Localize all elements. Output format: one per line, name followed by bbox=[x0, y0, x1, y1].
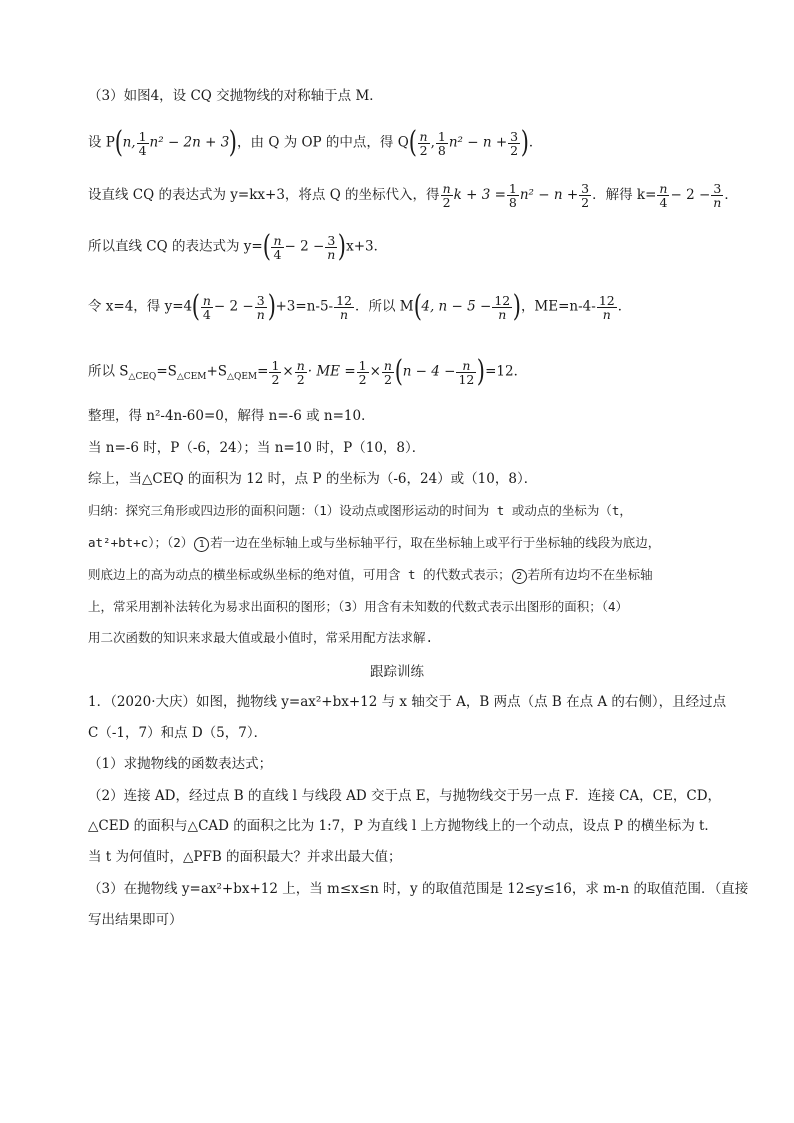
text: n² − 2n + 3 bbox=[149, 134, 230, 151]
fraction: $\frac{3}{n}$ bbox=[713, 181, 722, 210]
solution-cases-line: 当 n=-6 时，P（-6，24）；当 n=10 时，P（10，8）． bbox=[88, 440, 426, 456]
text: 则底边上的高为动点的横坐标或纵坐标的绝对值，可用含 t 的代数式表示； bbox=[88, 567, 511, 582]
fraction: $\frac{1}{4}$ bbox=[138, 128, 147, 158]
text: 若所有边均不在坐标轴 bbox=[527, 567, 653, 582]
text: ． bbox=[528, 134, 543, 151]
text: =12． bbox=[485, 363, 528, 380]
text: = bbox=[257, 363, 269, 380]
text: 4, n − 5 − bbox=[421, 298, 492, 315]
text: x+3． bbox=[346, 238, 388, 255]
problem-line-7: （3）在抛物线 y=ax²+bx+12 上，当 m≤x≤n 时，y 的取值范围是 12≤y≤16，求 m-n 的取值范围．（直接 bbox=[88, 881, 749, 897]
fraction: $\frac{n}{4}$ bbox=[273, 232, 282, 262]
fraction: $\frac{1}{2}$ bbox=[271, 357, 280, 387]
problem-line-1: 1．（2020·大庆）如图，抛物线 y=ax²+bx+12 与 x 轴交于 A，B 两点（点 B 在点 A 的右侧），且经过点 bbox=[88, 694, 727, 710]
problem-line-8: 写出结果即可） bbox=[88, 912, 183, 928]
text: n² − n + bbox=[448, 134, 508, 151]
fraction: $\frac{3}{2}$ bbox=[510, 128, 519, 158]
subscript: △CEQ bbox=[128, 372, 157, 383]
fraction: $\frac{n}{2}$ bbox=[383, 357, 392, 387]
fraction: $\frac{1}{2}$ bbox=[358, 357, 367, 387]
solution-part3-intro: （3）如图4，设 CQ 交抛物线的对称轴于点 M． bbox=[88, 88, 383, 104]
text: at²+bt+c）；（2） bbox=[88, 535, 194, 550]
fraction: $\frac{n}{2}$ bbox=[419, 128, 428, 158]
fraction: $\frac{12}{n}$ bbox=[336, 292, 353, 322]
fraction: $\frac{n}{2}$ bbox=[442, 181, 451, 210]
text: ． bbox=[724, 187, 738, 203]
circled-number-1: 1 bbox=[194, 537, 209, 552]
text: ． bbox=[617, 298, 632, 315]
solution-quadratic-line: 整理，得 n²-4n-60=0，解得 n=-6 或 n=10． bbox=[88, 408, 375, 424]
text: 所以直线 CQ 的表达式为 y= bbox=[88, 238, 263, 255]
fraction: $\frac{3}{n}$ bbox=[327, 232, 336, 262]
text: ，ME=n-4- bbox=[520, 298, 596, 315]
text: n, bbox=[122, 134, 136, 151]
text: 令 x=4，得 y=4 bbox=[88, 298, 193, 315]
summary-line-4: 上，常采用割补法转化为易求出面积的图形；（3）用含有未知数的代数式表示出图形的面积；（4） bbox=[88, 599, 629, 614]
solution-conclusion-line: 综上，当△CEQ 的面积为 12 时，点 P 的坐标为（-6，24）或（10，8）． bbox=[88, 471, 538, 487]
text: 设 P bbox=[88, 134, 115, 151]
summary-line-5: 用二次函数的知识来求最大值或最小值时，常采用配方法求解. bbox=[88, 630, 434, 645]
solution-area-equation: 所以 $S_{\triangle CEQ}=S_{\triangle CEM}+S_{\triangle QEM}=$ $\frac{1}{2}$ × $\frac{n}{2}$ · ME = $\frac{1}{2}$ × $\frac{n}{2}$ (n − 4 − $\frac{n}{12}$ )=12． bbox=[88, 354, 528, 389]
subscript: △CEM bbox=[176, 372, 207, 383]
solution-line-cq-substitution bbox=[88, 182, 738, 209]
fraction: $\frac{n}{4}$ bbox=[202, 292, 211, 322]
text: − 2 − bbox=[284, 238, 325, 255]
problem-line-3: （1）求抛物线的函数表达式； bbox=[88, 756, 273, 772]
text: · ME = bbox=[307, 363, 356, 380]
fraction: $\frac{12}{n}$ bbox=[598, 292, 615, 322]
problem-line-5: △CED 的面积与△CAD 的面积之比为 1:7，P 为直线 l 上方抛物线上的一个动点，设点 P 的横坐标为 t． bbox=[88, 818, 718, 834]
text: =S bbox=[156, 363, 177, 380]
text: × bbox=[369, 363, 381, 380]
text: n² − n + bbox=[519, 187, 579, 203]
solution-line-cq-expression: 所以直线 CQ 的表达式为 y=( $\frac{n}{4}$ − 2 − $\frac{3}{n}$ )x+3． bbox=[88, 229, 388, 264]
text: k + 3 = bbox=[453, 187, 506, 203]
summary-line-1: 归纳：探究三角形或四边形的面积问题：（1）设动点或图形运动的时间为 t 或动点的坐标为（t， bbox=[88, 503, 632, 518]
text: n − 4 − bbox=[402, 363, 456, 380]
text: − 2 − bbox=[670, 187, 711, 203]
fraction: $\frac{n}{4}$ bbox=[659, 181, 668, 210]
text: 所以 S bbox=[88, 363, 129, 380]
text: +3=n-5- bbox=[275, 298, 334, 315]
text: 若一边在坐标轴上或与坐标轴平行，取在坐标轴上或平行于坐标轴的线段为底边， bbox=[210, 535, 661, 550]
text: ．解得 k= bbox=[592, 187, 657, 203]
problem-line-6: 当 t 为何值时，△PFB 的面积最大？并求出最大值； bbox=[88, 849, 402, 865]
fraction: $\frac{n}{2}$ bbox=[296, 357, 305, 387]
problem-line-2: C（-1，7）和点 D（5，7）． bbox=[88, 725, 268, 741]
fraction: $\frac{12}{n}$ bbox=[494, 292, 511, 322]
text: ，由 Q 为 OP 的中点，得 Q bbox=[237, 134, 409, 151]
fraction: $\frac{1}{8}$ bbox=[437, 128, 446, 158]
subscript: △QEM bbox=[227, 372, 258, 383]
text: 设直线 CQ 的表达式为 y=kx+3，将点 Q 的坐标代入，得 bbox=[88, 187, 440, 203]
circled-number-2: 2 bbox=[512, 569, 527, 584]
summary-line-2 bbox=[88, 533, 660, 553]
text: − 2 − bbox=[213, 298, 254, 315]
summary-line-3 bbox=[88, 565, 653, 585]
fraction: $\frac{3}{2}$ bbox=[581, 181, 590, 210]
fraction: $\frac{1}{8}$ bbox=[508, 181, 517, 210]
text: ．所以 M bbox=[355, 298, 414, 315]
solution-point-m-line: 令 x=4，得 y=4( $\frac{n}{4}$ − 2 − $\frac{3}{n}$ )+3=n-5- $\frac{12}{n}$ ．所以 M(4, n − 5 − $\frac{12}{n}$ )，ME=n-4- $\frac{12}{n}$ ． bbox=[88, 289, 632, 324]
problem-line-4: （2）连接 AD，经过点 B 的直线 l 与线段 AD 交于点 E，与抛物线交于另一点 F．连接 CA，CE，CD， bbox=[88, 788, 722, 804]
fraction: $\frac{3}{n}$ bbox=[256, 292, 265, 322]
section-title: 跟踪训练 bbox=[370, 664, 424, 680]
text: +S bbox=[206, 363, 228, 380]
fraction: $\frac{n}{12}$ bbox=[458, 357, 475, 387]
text: × bbox=[282, 363, 294, 380]
solution-point-p-q-line: 设 P(n, $\frac{1}{4}$ n² − 2n + 3)，由 Q 为 OP 的中点，得 Q( $\frac{n}{2}$ , $\frac{1}{8}$ n² − n + $\frac{3}{2}$ )． bbox=[88, 125, 543, 160]
